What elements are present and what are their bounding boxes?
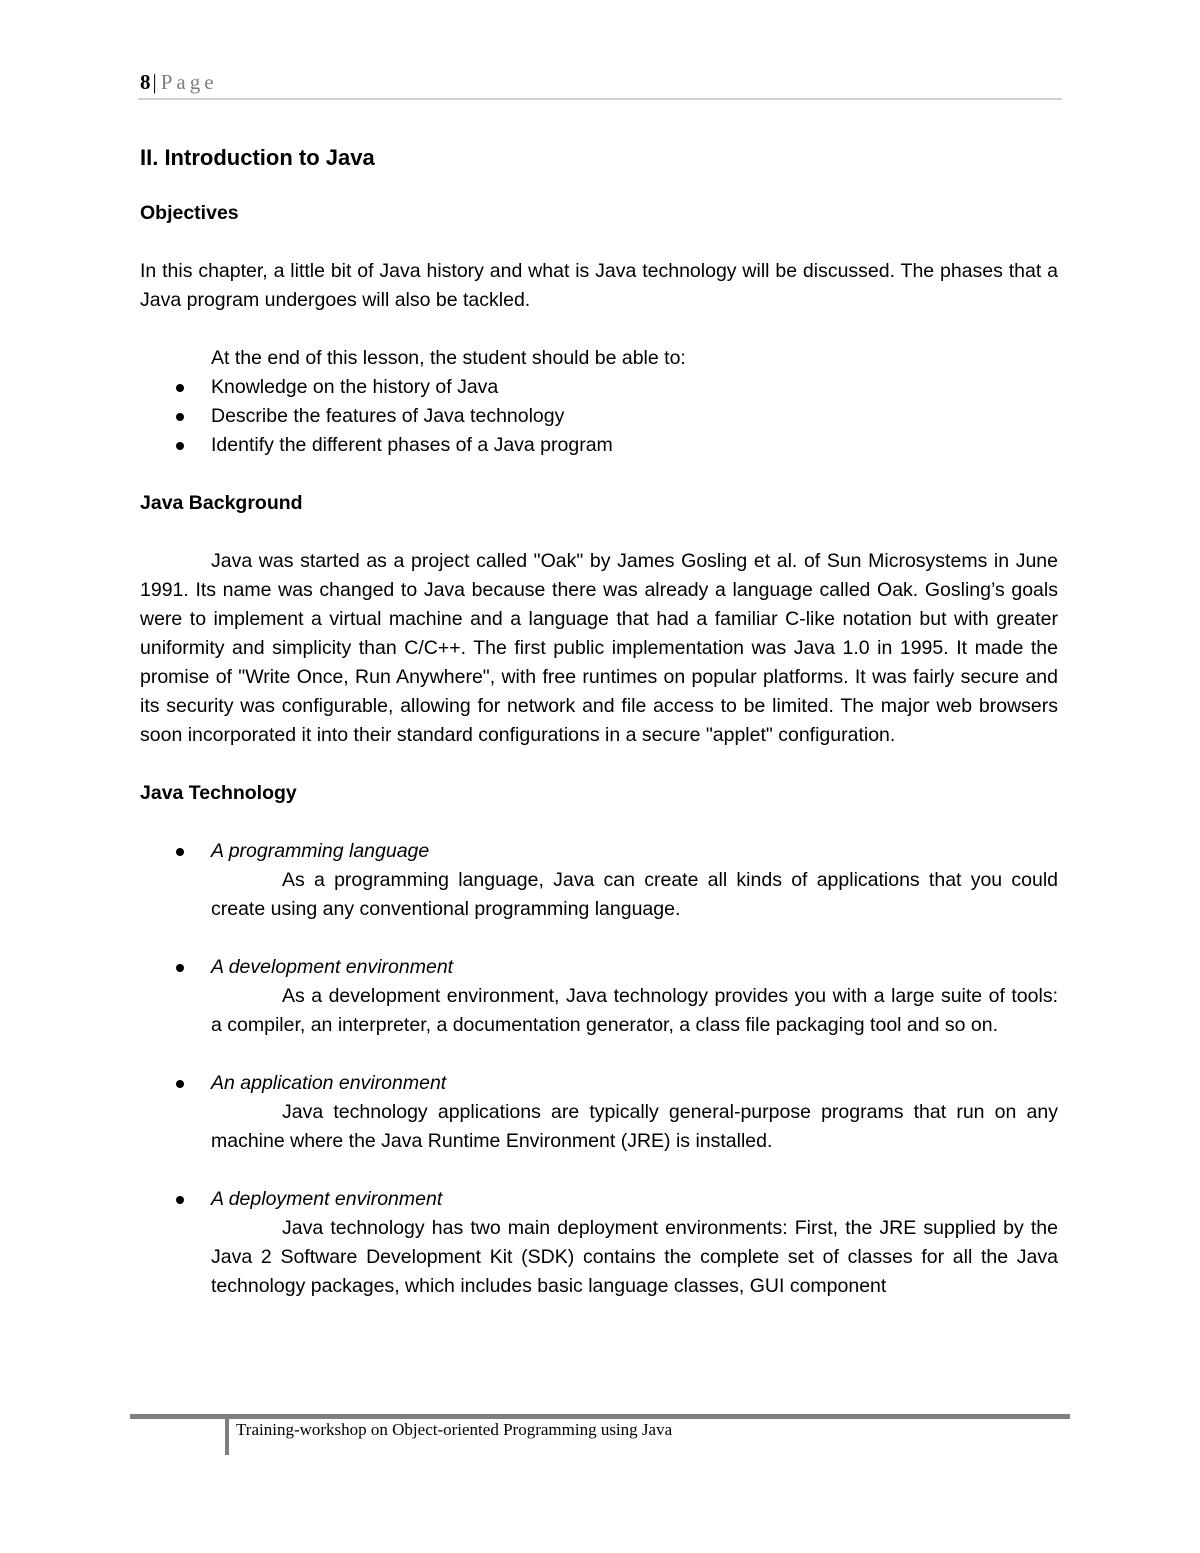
objective-text: Describe the features of Java technology bbox=[211, 405, 565, 427]
spacer bbox=[211, 1156, 1058, 1185]
technology-term: An application environment bbox=[211, 1072, 447, 1094]
objectives-heading: Objectives bbox=[140, 202, 239, 224]
list-item bbox=[140, 402, 1058, 431]
bullet-icon bbox=[176, 1080, 184, 1088]
list-item bbox=[140, 953, 1058, 1040]
technology-term: A programming language bbox=[211, 840, 430, 862]
list-item bbox=[140, 837, 1058, 924]
list-item bbox=[140, 373, 1058, 402]
spacer bbox=[140, 808, 1058, 837]
background-paragraph: Java was started as a project called "Oak" by James Gosling et al. of Sun Microsystems in June 1991. Its name was changed to Java because there was already a language called Oak. Gosling’s goals were to implement a virtual machine and a language that had a familiar C-like notation but with greater uniformity and simplicity than C/C++. The first public implementation was Java 1.0 in 1995. It made the promise of "Write Once, Run Anywhere", with free runtimes on popular platforms. It was fairly secure and its security was configurable, allowing for network and file access to be limited. The major web browsers soon incorporated it into their standard configurations in a secure "applet" configuration. bbox=[140, 550, 1058, 746]
objectives-list bbox=[140, 373, 1058, 460]
page-label: Page bbox=[160, 70, 218, 94]
spacer bbox=[211, 924, 1058, 953]
bullet-icon bbox=[176, 848, 184, 856]
list-item bbox=[140, 1040, 1058, 1069]
footer-divider bbox=[225, 1419, 229, 1455]
objectives-lead: At the end of this lesson, the student should be able to: bbox=[211, 347, 686, 369]
technology-description: Java technology has two main deployment environments: First, the JRE supplied by the Java 2 Software Development Kit (SDK) contains the complete set of classes for all the Java technology packages, which includes basic language classes, GUI component bbox=[211, 1217, 1058, 1297]
footer-rule bbox=[130, 1414, 1070, 1419]
bullet-icon bbox=[176, 384, 184, 392]
bullet-icon bbox=[176, 413, 184, 421]
list-item bbox=[140, 1185, 1058, 1301]
spacer bbox=[211, 1040, 1058, 1069]
page-content bbox=[140, 142, 1058, 1301]
chapter-title: II. Introduction to Java bbox=[140, 145, 375, 170]
technology-description: As a development environment, Java technology provides you with a large suite of tools: a compiler, an interpreter, a documentation generator, a class file packaging tool and so on. bbox=[211, 985, 1058, 1036]
list-item bbox=[140, 1069, 1058, 1156]
technology-term: A development environment bbox=[211, 956, 454, 978]
header-rule bbox=[138, 98, 1062, 100]
spacer bbox=[140, 518, 1058, 547]
spacer bbox=[140, 750, 1058, 779]
spacer bbox=[140, 228, 1058, 257]
technology-term: A deployment environment bbox=[211, 1188, 443, 1210]
objectives-intro: In this chapter, a little bit of Java history and what is Java technology will be discussed. The phases that a Java program undergoes will also be tackled. bbox=[140, 260, 1058, 311]
technology-description: Java technology applications are typically general-purpose programs that run on any machine where the Java Runtime Environment (JRE) is installed. bbox=[211, 1101, 1058, 1152]
bullet-icon bbox=[176, 442, 184, 450]
spacer bbox=[140, 460, 1058, 489]
page-number: 8 bbox=[140, 70, 151, 94]
spacer bbox=[140, 315, 1058, 344]
bullet-icon bbox=[176, 964, 184, 972]
objective-text: Knowledge on the history of Java bbox=[211, 376, 499, 398]
spacer bbox=[140, 174, 1058, 199]
background-heading: Java Background bbox=[140, 492, 303, 514]
page-header bbox=[140, 70, 218, 95]
list-item bbox=[140, 1156, 1058, 1185]
list-item bbox=[140, 431, 1058, 460]
footer-text: Training-workshop on Object-oriented Programming using Java bbox=[236, 1420, 673, 1439]
technology-description: As a programming language, Java can create all kinds of applications that you could create using any conventional programming language. bbox=[211, 869, 1058, 920]
list-item bbox=[140, 924, 1058, 953]
technology-list bbox=[140, 837, 1058, 1301]
bullet-icon bbox=[176, 1196, 184, 1204]
header-separator: | bbox=[152, 70, 157, 94]
objective-text: Identify the different phases of a Java program bbox=[211, 434, 613, 456]
technology-heading: Java Technology bbox=[140, 782, 297, 804]
